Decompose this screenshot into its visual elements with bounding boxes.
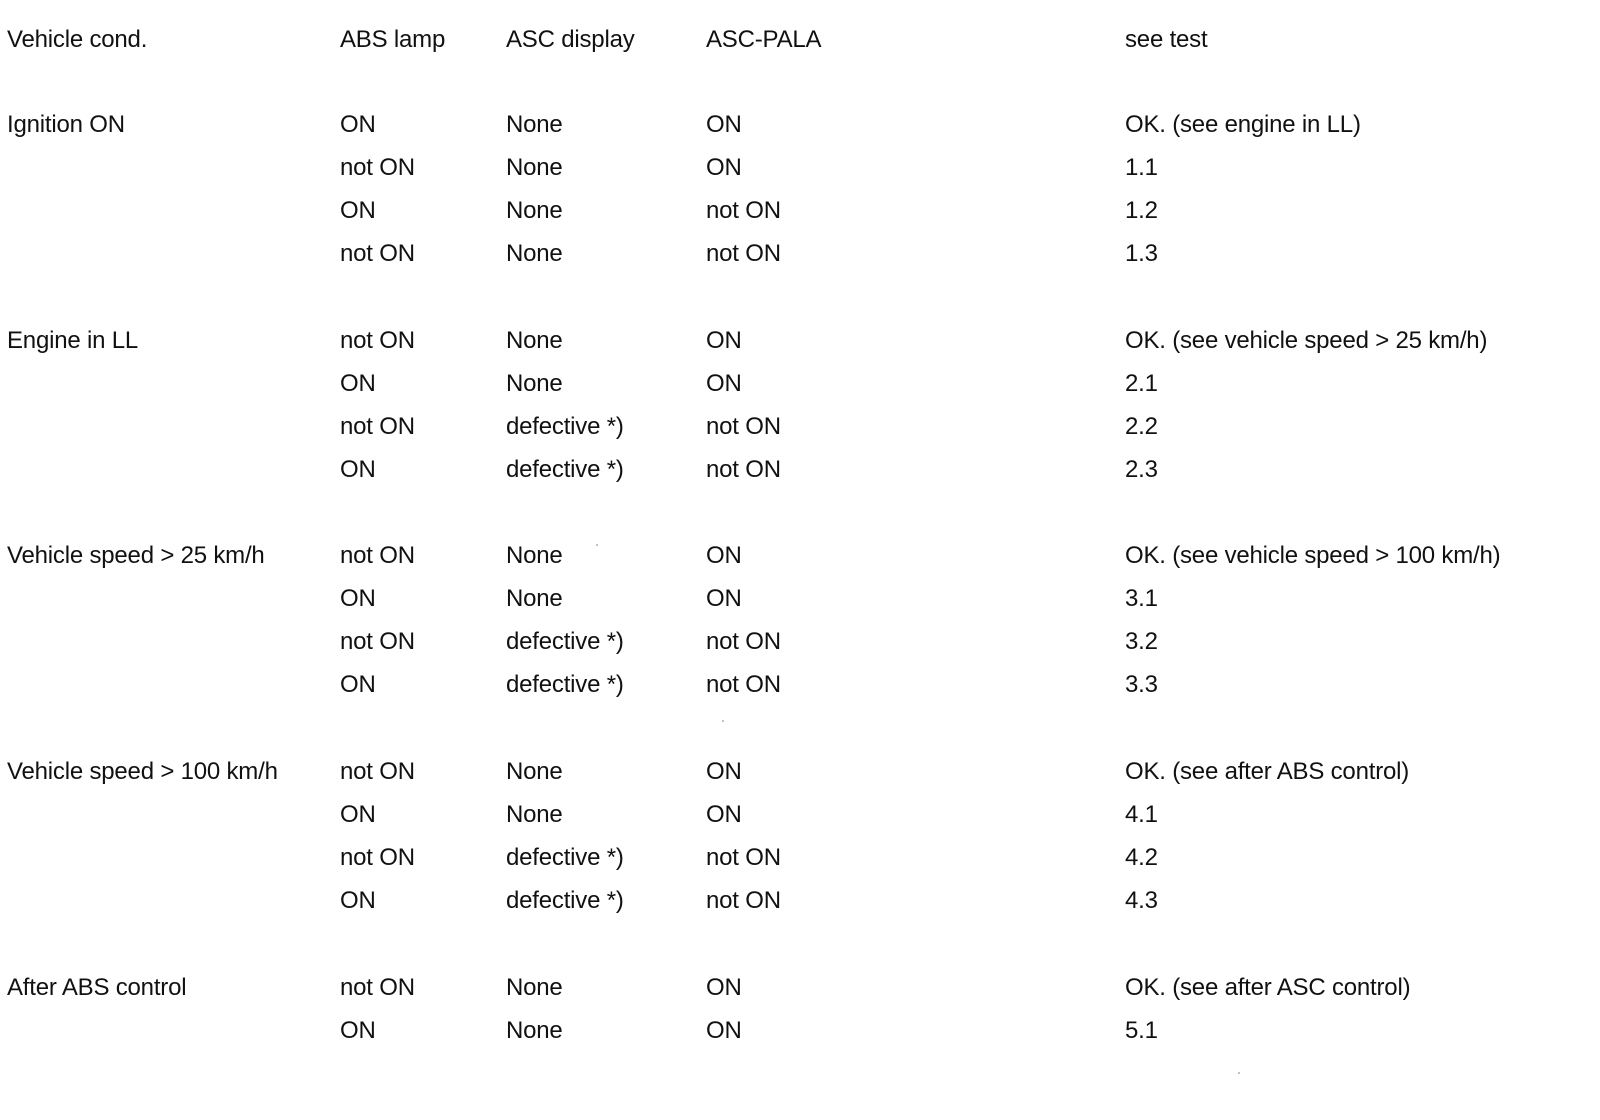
asc-display-value: None — [506, 154, 563, 181]
asc-pala-value: not ON — [706, 628, 781, 655]
condition-label: After ABS control — [7, 974, 187, 1001]
asc-display-value: None — [506, 974, 563, 1001]
asc-pala-value: not ON — [706, 844, 781, 871]
see-test-value: 2.3 — [1125, 456, 1158, 483]
abs-lamp-value: not ON — [340, 413, 415, 440]
table-row — [0, 799, 1600, 831]
see-test-value: 3.3 — [1125, 671, 1158, 698]
asc-pala-value: ON — [706, 585, 742, 612]
asc-display-value: None — [506, 240, 563, 267]
asc-display-value: None — [506, 542, 563, 569]
scan-speck — [722, 720, 724, 722]
asc-display-value: None — [506, 327, 563, 354]
see-test-value: OK. (see vehicle speed > 25 km/h) — [1125, 327, 1488, 354]
asc-display-value: None — [506, 111, 563, 138]
abs-lamp-value: not ON — [340, 628, 415, 655]
asc-pala-value: ON — [706, 111, 742, 138]
asc-pala-value: ON — [706, 758, 742, 785]
see-test-value: 3.2 — [1125, 628, 1158, 655]
see-test-value: 1.3 — [1125, 240, 1158, 267]
table-row — [0, 195, 1600, 227]
asc-display-value: None — [506, 801, 563, 828]
table-row — [0, 109, 1600, 141]
table-row — [0, 626, 1600, 658]
table-header — [0, 24, 1600, 56]
table-row — [0, 368, 1600, 400]
abs-lamp-value: not ON — [340, 240, 415, 267]
abs-lamp-value: not ON — [340, 758, 415, 785]
abs-lamp-value: ON — [340, 370, 376, 397]
header-abs-lamp: ABS lamp — [340, 26, 446, 53]
condition-label: Engine in LL — [7, 327, 139, 354]
abs-lamp-value: ON — [340, 456, 376, 483]
asc-display-value: defective *) — [506, 887, 624, 914]
header-see-test: see test — [1125, 26, 1208, 53]
table-row — [0, 842, 1600, 874]
asc-pala-value: not ON — [706, 413, 781, 440]
abs-lamp-value: ON — [340, 585, 376, 612]
header-vehicle-cond: Vehicle cond. — [7, 26, 148, 53]
table-row — [0, 1015, 1600, 1047]
asc-pala-value: ON — [706, 801, 742, 828]
asc-display-value: None — [506, 370, 563, 397]
abs-lamp-value: ON — [340, 111, 376, 138]
asc-pala-value: ON — [706, 327, 742, 354]
see-test-value: OK. (see engine in LL) — [1125, 111, 1361, 138]
see-test-value: 1.2 — [1125, 197, 1158, 224]
header-asc-display: ASC display — [506, 26, 635, 53]
asc-pala-value: ON — [706, 370, 742, 397]
abs-lamp-value: not ON — [340, 327, 415, 354]
scan-speck — [1238, 1072, 1240, 1074]
asc-display-value: None — [506, 758, 563, 785]
see-test-value: 1.1 — [1125, 154, 1158, 181]
condition-label: Vehicle speed > 100 km/h — [7, 758, 278, 785]
see-test-value: 5.1 — [1125, 1017, 1158, 1044]
asc-pala-value: not ON — [706, 240, 781, 267]
table-row — [0, 454, 1600, 486]
abs-lamp-value: not ON — [340, 974, 415, 1001]
asc-display-value: defective *) — [506, 628, 624, 655]
abs-lamp-value: ON — [340, 197, 376, 224]
abs-lamp-value: not ON — [340, 844, 415, 871]
table-row — [0, 152, 1600, 184]
asc-display-value: defective *) — [506, 456, 624, 483]
abs-lamp-value: ON — [340, 671, 376, 698]
table-row — [0, 972, 1600, 1004]
table-row — [0, 885, 1600, 917]
see-test-value: 3.1 — [1125, 585, 1158, 612]
table-row — [0, 411, 1600, 443]
asc-pala-value: not ON — [706, 887, 781, 914]
abs-lamp-value: ON — [340, 801, 376, 828]
asc-pala-value: ON — [706, 1017, 742, 1044]
table-row — [0, 325, 1600, 357]
see-test-value: 4.2 — [1125, 844, 1158, 871]
table-row — [0, 583, 1600, 615]
asc-pala-value: not ON — [706, 197, 781, 224]
see-test-value: 4.3 — [1125, 887, 1158, 914]
condition-label: Vehicle speed > 25 km/h — [7, 542, 265, 569]
asc-pala-value: not ON — [706, 456, 781, 483]
asc-pala-value: ON — [706, 974, 742, 1001]
table-row — [0, 669, 1600, 701]
asc-pala-value: ON — [706, 542, 742, 569]
table-row — [0, 756, 1600, 788]
header-asc-pala: ASC-PALA — [706, 26, 822, 53]
table-row — [0, 238, 1600, 270]
scan-speck — [596, 544, 598, 546]
asc-display-value: None — [506, 197, 563, 224]
see-test-value: OK. (see after ABS control) — [1125, 758, 1410, 785]
see-test-value: 2.1 — [1125, 370, 1158, 397]
see-test-value: 2.2 — [1125, 413, 1158, 440]
see-test-value: OK. (see vehicle speed > 100 km/h) — [1125, 542, 1501, 569]
see-test-value: OK. (see after ASC control) — [1125, 974, 1411, 1001]
asc-pala-value: ON — [706, 154, 742, 181]
asc-display-value: None — [506, 1017, 563, 1044]
condition-label: Ignition ON — [7, 111, 125, 138]
asc-display-value: None — [506, 585, 563, 612]
asc-pala-value: not ON — [706, 671, 781, 698]
table-row — [0, 540, 1600, 572]
asc-display-value: defective *) — [506, 413, 624, 440]
asc-display-value: defective *) — [506, 671, 624, 698]
abs-lamp-value: ON — [340, 887, 376, 914]
see-test-value: 4.1 — [1125, 801, 1158, 828]
abs-lamp-value: not ON — [340, 154, 415, 181]
asc-display-value: defective *) — [506, 844, 624, 871]
abs-lamp-value: ON — [340, 1017, 376, 1044]
abs-lamp-value: not ON — [340, 542, 415, 569]
